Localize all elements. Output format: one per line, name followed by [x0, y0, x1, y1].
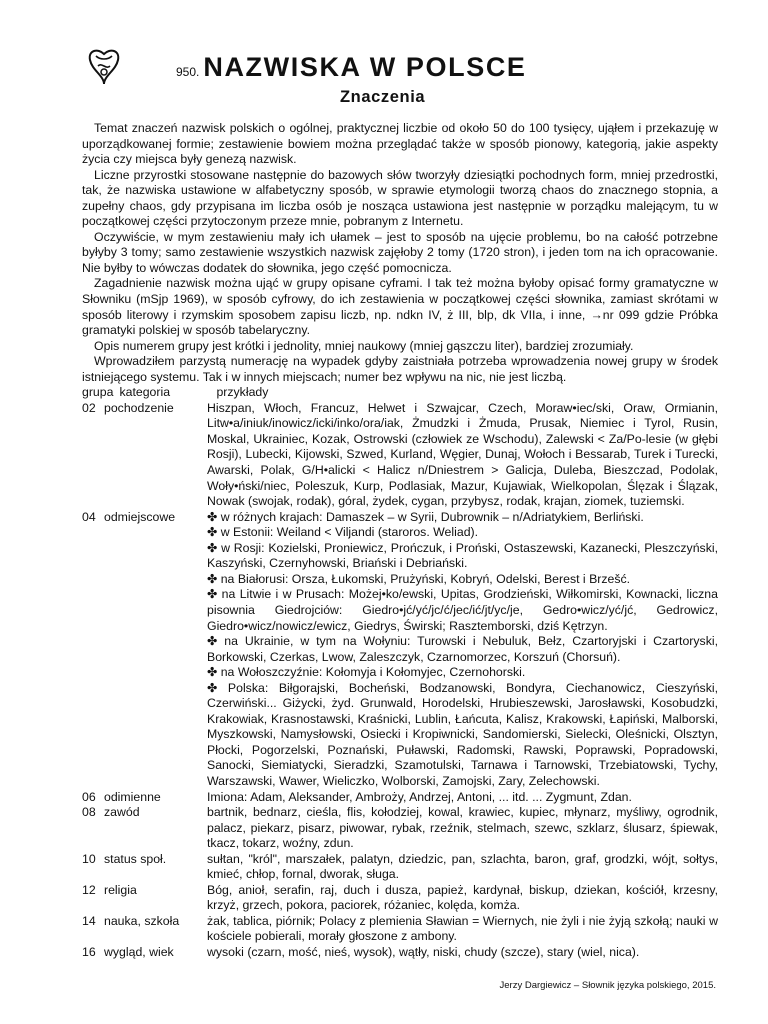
example-line: ✤ Polska: Biłgorajski, Bocheński, Bodzanowski, Bondyra, Ciechanowicz, Cieszyński, Czerwiński... Giżycki, żyd. Grunwald, Horodelski, Hrubieszewski, Jarosławski, Kosobudzki, Krakowiak, Krasnostawski, Kraśnicki, Lublin, Łańcuta, Kalisz, Krakowski, Łapiński, Malborski, Myszkowski, Namysłowski, Osiecki i Kropiwnicki, Sandomierski, Sielecki, Oleśnicki, Olsztyn, Płocki, Pogorzelski, Poznański, Puławski, Radomski, Rawski, Poprawski, Popradowski, Sanocki, Siemiatycki, Sieradzki, Szamotulski, Tarnawa i Tarnowski, Trzebiatowski, Tychy, Warszawski, Wawer, Wieliczko, Wolborski, Zamojski, Zary, Zelechowski. [207, 680, 718, 788]
example-line: ✤ na Białorusi: Orsza, Łukomski, Prużyński, Kobryń, Odelski, Berest i Brzešć. [207, 571, 631, 586]
intro-paragraph: Temat znaczeń nazwisk polskich o ogólnej, praktycznej liczbie od około 50 do 100 tysięcy, ująłem i przekazuję w uporządkowanej formie; zestawienie bowiem można przeglądać także w sposób pionowy, kategorią, jakie aspekty życia czy miejsca były genezą nazwisk. [82, 121, 718, 167]
example-line: bartnik, bednarz, cieśla, flis, kołodziej, kowal, krawiec, kupiec, młynarz, myśliwy, ogrodnik, palacz, piekarz, pisarz, piwowar, rybak, rzeźnik, stelmach, szewc, szklarz, ślusarz, śpiewak, tkacz, tokarz, woźny, zdun. [207, 805, 718, 851]
group-examples [207, 852, 718, 883]
group-examples [207, 914, 718, 945]
group-examples [207, 790, 718, 806]
page-title: NAZWISKA W POLSCE [203, 52, 527, 82]
table-row [82, 790, 718, 806]
footer-credit: Jerzy Dargiewicz – Słownik języka polskiego, 2015. [499, 980, 716, 991]
group-number: 08 [82, 805, 96, 820]
example-line: ✤ w Rosji: Kozielski, Proniewicz, Prończuk, i Proński, Ostaszewski, Kazanecki, Pleszczyński, Kaszyński, Czernyhowski, Briański i Debriański. [207, 540, 718, 571]
intro [82, 121, 718, 385]
group-category: odmiejscowe [104, 509, 176, 524]
example-line: ✤ w różnych krajach: Damaszek – w Syrii, Dubrownik – n/Adriatykiem, Berliński. [207, 509, 644, 524]
example-line: wysoki (czarn, mość, nieś, wysok), wątły, niski, chudy (szcze), stary (wiel, nica). [207, 944, 640, 959]
table-header [82, 385, 718, 401]
group-examples [207, 401, 718, 510]
header-przyklady: przykłady [216, 385, 269, 400]
table-row [82, 945, 718, 961]
example-line: ✤ na Wołoszczyźnie: Kołomyja i Kołomyjec, Czernohorski. [207, 665, 526, 680]
group-number: 12 [82, 882, 96, 897]
intro-paragraph: Oczywiście, w mym zestawieniu mały ich ułamek – jest to sposób na ujęcie problemu, bo na całość potrzebne byłyby 3 tomy; samo zestawienie wszystkich nazwisk zajęłoby 2 tomy (1720 stron), i jeden tom na ich opracowanie. Nie byłby to wówczas dodatek do słownika, jego część pomocnicza. [82, 229, 718, 275]
article-body [82, 121, 718, 961]
header-grupa: grupa [82, 385, 114, 400]
group-category: odimienne [104, 789, 161, 804]
group-examples [207, 883, 718, 914]
table-row [82, 852, 718, 883]
example-line: ✤ w Estonii: Weiland < Viljandi (staroros. Weliad). [207, 525, 479, 540]
group-category: wygląd, wiek [104, 944, 174, 959]
example-line: Hiszpan, Włoch, Francuz, Helwet i Szwajcar, Czech, Moraw•iec/ski, Oraw, Ormianin, Litw•a/iniuk/inowicz/icki/inko/ora/iak, Żmudzki i Żmuda, Prusak, Niemiec i Tyrol, Rusin, Moskal, Ukrainiec, Kozak, Ostrowski (człowiek ze Wschodu), Zalewski < Za/Po-lesie (w głębi Rosji), Lubecki, Kijowski, Szwed, Kurland, Węgier, Dunaj, Wołoch i Bessarab, Turek i Turecki, Awarski, Polak, G/H•alicki < Halicz n/Dniestrem > Galicja, Duleba, Bieszczad, Podolak, Woły•ński/niec, Poleszuk, Kurp, Podlasiak, Mazur, Kujawiak, Wielkopolan, Ślęzak i Ślązak, Nowak (swojak, rodak), góral, żydek, cygan, przybysz, rodak, krajan, ziomek, tuziemski. [207, 400, 718, 509]
entry-number: 950. [176, 65, 200, 79]
group-number: 06 [82, 789, 96, 804]
ornamental-logo-icon [84, 46, 124, 88]
intro-paragraph: Zagadnienie nazwisk można ująć w grupy opisane cyframi. I tak też można byłoby opisać formy gramatyczne w Słowniku (mSjp 1969), w sposób cyfrowy, do ich zestawienia w początkowej części słownika, zamiast skrótami w sposób literowy i rzymskim sposobem zapisu liczb, np. ndkn IV, ż III, blp, dk VIIa, i inne, →nr 099 gdzie Próbka gramatyki polskiej w sposób tabelaryczny. [82, 276, 718, 338]
table-row [82, 883, 718, 914]
group-number: 04 [82, 509, 96, 524]
title-line [176, 52, 606, 83]
intro-paragraph: Opis numerem grupy jest krótki i jednolity, mniej naukowy (mniej gąszczu liter), bardziej zrozumiały. [94, 338, 634, 353]
table-row [82, 914, 718, 945]
example-line: Bóg, anioł, serafin, raj, duch i dusza, papież, kardynał, biskup, dziekan, kościół, krzesny, krzyż, grzech, pokora, paciorek, różaniec, kolęda, komża. [207, 882, 718, 913]
table-row [82, 510, 718, 790]
page-subtitle: Znaczenia [340, 88, 426, 106]
table-row [82, 401, 718, 510]
category-table [82, 401, 718, 961]
group-category: zawód [104, 805, 140, 820]
group-number: 14 [82, 913, 96, 928]
intro-paragraph: Wprowadziłem parzystą numerację na wypadek gdyby zaistniała potrzeba wprowadzenia nowej grupy w środek istniejącego systemu. Tak i w innych miejscach; numer bez wpływu na nic, nie jest liczbą. [82, 354, 718, 384]
group-category: pochodzenie [104, 400, 174, 415]
group-category: religia [104, 882, 137, 897]
header-kategoria: kategoria [119, 385, 171, 400]
group-examples [207, 805, 718, 852]
example-line: Imiona: Adam, Aleksander, Ambroży, Andrzej, Antoni, ... itd. ... Zygmunt, Zdan. [207, 789, 632, 804]
intro-paragraph: Liczne przyrostki stosowane następnie do bazowych słów tworzyły dziesiątki pochodnych form, mniej przedrostki, tak, że nazwiska ustawione w alfabetyczny sposób, w sprawie etymologii tworzą chaos do znacznego stopnia, a zupełny chaos, gdy przypisana im liczba osób je nosząca ustawiona jest następnie w porządku malejącym, tu w początkowej części przytoczonym przeze mnie, pobranym z Internetu. [82, 167, 718, 229]
table-row [82, 805, 718, 852]
example-line: sułtan, "król", marszałek, palatyn, dziedzic, pan, szlachta, baron, graf, grodzki, wójt, sołtys, kmieć, chłop, fornal, dworak, sługa. [207, 851, 718, 882]
page-header [176, 52, 606, 83]
group-category: status społ. [104, 851, 167, 866]
group-number: 02 [82, 400, 96, 415]
group-examples [207, 510, 718, 790]
example-line: żak, tablica, piórnik; Polacy z plemienia Sławian = Wiernych, nie żyli i nie żyją szkołą; nauki w kościele pobierali, morały głoszone z ambony. [207, 913, 718, 944]
example-line: ✤ na Litwie i w Prusach: Możej•ko/ewski, Upitas, Grodzieński, Wiłkomirski, Kownacki, liczna pisownia Giedrojciów: Giedro•jć/yć/jc/ć/jec/ić/jt/yc/je, Gedro•wicz/yć/jć, Gedrowicz, Giedro•wicz/nowicz/ewicz, Giedrys, Świrski; Rasztemborski, dziś Kętrzyn. [207, 587, 718, 633]
group-number: 10 [82, 851, 96, 866]
group-examples [207, 945, 718, 961]
group-category: nauka, szkoła [104, 913, 180, 928]
group-number: 16 [82, 944, 96, 959]
example-line: ✤ na Ukrainie, w tym na Wołyniu: Turowski i Nebuluk, Bełz, Czartoryjski i Czartoryski, Borkowski, Czerkas, Lwow, Zaleszczyk, Czarnomorzec, Korszuń (Chorsuń). [207, 634, 718, 664]
